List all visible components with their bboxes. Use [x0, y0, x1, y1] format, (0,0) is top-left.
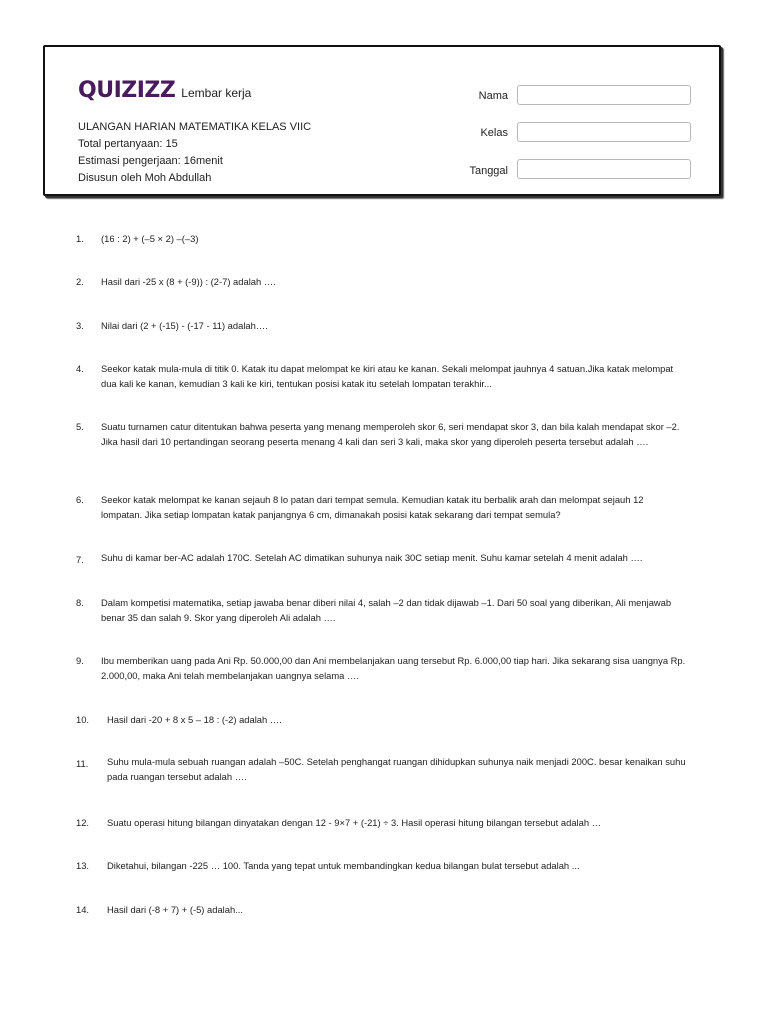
question-text: Dalam kompetisi matematika, setiap jawaba benar diberi nilai 4, salah –2 dan tidak dijawab –1. Dari 50 soal yang diberikan, Ali menjawab benar 35 dan salah 9. Skor yang diperoleh Ali adalah …. [101, 597, 672, 623]
question-number: 9. [76, 655, 84, 666]
question-item [76, 712, 686, 727]
question-item [76, 419, 686, 449]
worksheet-header [43, 45, 721, 196]
question-number: 3. [76, 320, 84, 331]
question-number: 2. [76, 276, 84, 287]
worksheet-meta [78, 119, 311, 187]
date-label: Tanggal [469, 165, 508, 177]
question-item [76, 231, 686, 246]
question-number: 11. [76, 758, 89, 769]
date-field[interactable] [517, 159, 691, 179]
question-text: Suhu mula-mula sebuah ruangan adalah –50C. Setelah penghangat ruangan dihidupkan suhunya naik menjadi 200C. besar kenaikan suhu pada ruangan tersebut adalah …. [107, 756, 686, 782]
question-item [76, 274, 686, 289]
question-number: 4. [76, 363, 84, 374]
question-text: Seekor katak melompat ke kanan sejauh 8 lo patan dari tempat semula. Kemudian katak itu berbalik arah dan melompat sejauh 12 lompatan. Jika setiap lompatan katak panjangnya 6 cm, dimanakah posisi katak sekarang dari tempat semula? [101, 494, 644, 520]
question-number: 5. [76, 421, 84, 432]
question-text: Seekor katak mula-mula di titik 0. Katak itu dapat melompat ke kiri atau ke kanan. Sekali melompat jauhnya 4 satuan.Jika katak melompat dua kali ke kanan, kemudian 3 kali ke kiri, tentukan posisi katak itu setelah lompatan terakhir... [101, 363, 674, 389]
question-number: 7. [76, 554, 84, 565]
estimated-time: Estimasi pengerjaan: 16menit [78, 155, 223, 167]
worksheet-subtitle: Lembar kerja [181, 86, 252, 100]
class-field[interactable] [517, 122, 691, 142]
question-text: Diketahui, bilangan -225 … 100. Tanda yang tepat untuk membandingkan kedua bilangan bulat tersebut adalah ... [107, 860, 580, 871]
author: Disusun oleh Moh Abdullah [78, 172, 212, 184]
question-item [76, 361, 686, 391]
question-item [76, 318, 686, 333]
question-text: Suhu di kamar ber-AC adalah 170C. Setelah AC dimatikan suhunya naik 30C setiap menit. Suhu kamar setelah 4 menit adalah …. [101, 552, 643, 563]
name-label: Nama [478, 90, 508, 102]
question-text: Suatu turnamen catur ditentukan bahwa peserta yang menang memperoleh skor 6, seri mendapat skor 3, dan bila kalah mendapat skor –2. Jika hasil dari 10 pertandingan seorang peserta menang 4 kali dan seri 3 kali, maka skor yang diperoleh peserta tersebut adalah …. [101, 421, 680, 447]
question-item [76, 595, 686, 625]
question-text: Hasil dari -20 + 8 x 5 – 18 : (-2) adalah …. [107, 714, 282, 725]
class-label: Kelas [480, 127, 508, 139]
question-number: 14. [76, 904, 90, 915]
question-text: (16 : 2) + (–5 × 2) –(–3) [101, 233, 199, 244]
question-item [76, 492, 686, 522]
question-text: Suatu operasi hitung bilangan dinyatakan dengan 12 - 9×7 + (-21) ÷ 3. Hasil operasi hitung bilangan tersebut adalah … [107, 817, 602, 828]
question-number: 13. [76, 860, 90, 871]
logo-row [78, 80, 251, 102]
question-item [76, 902, 686, 917]
question-item [76, 858, 686, 873]
question-item [76, 754, 686, 784]
question-number: 8. [76, 597, 84, 608]
question-text: Nilai dari (2 + (-15) - (-17 - 11) adalah…. [101, 320, 268, 331]
worksheet-title: ULANGAN HARIAN MATEMATIKA KELAS VIIC [78, 121, 312, 133]
question-text: Ibu memberikan uang pada Ani Rp. 50.000,00 dan Ani membelanjakan uang tersebut Rp. 6.000,00 tiap hari. Jika sekarang sisa uangnya Rp. 2.000,00, maka Ani telah membelanjakan uangnya selama …. [101, 655, 686, 681]
question-number: 1. [76, 233, 84, 244]
quizizz-logo: QUIZIZZ [78, 78, 176, 103]
name-field[interactable] [517, 85, 691, 105]
question-item [76, 550, 686, 565]
question-number: 10. [76, 714, 90, 725]
question-number: 12. [76, 817, 90, 828]
total-questions: Total pertanyaan: 15 [78, 138, 178, 150]
question-item [76, 653, 686, 683]
question-number: 6. [76, 494, 84, 505]
question-text: Hasil dari -25 x (8 + (-9)) : (2-7) adalah …. [101, 276, 276, 287]
question-text: Hasil dari (-8 + 7) + (-5) adalah... [107, 904, 243, 915]
question-item [76, 815, 686, 830]
